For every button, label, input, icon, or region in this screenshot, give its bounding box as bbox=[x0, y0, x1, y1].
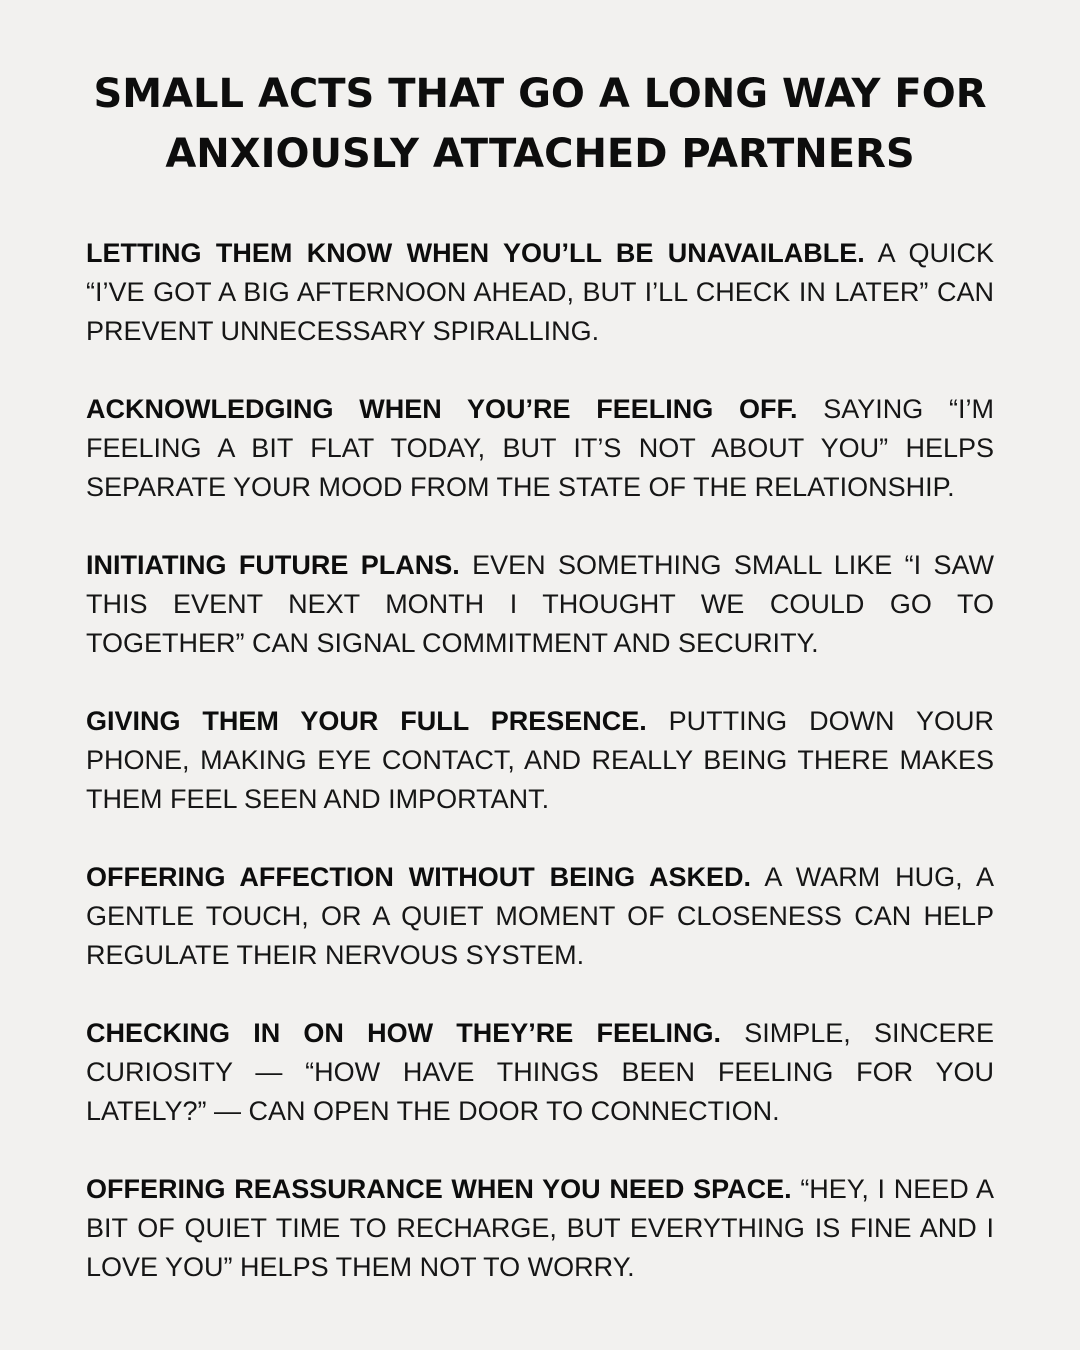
list-item bbox=[86, 546, 994, 663]
list-item bbox=[86, 234, 994, 351]
item-lead: OFFERING AFFECTION WITHOUT BEING ASKED. bbox=[86, 862, 751, 892]
item-lead: LETTING THEM KNOW WHEN YOU’LL BE UNAVAILABLE. bbox=[86, 238, 865, 268]
item-body: “HEY, I NEED A BIT OF QUIET TIME TO RECHARGE, BUT EVERYTHING IS FINE AND I LOVE YOU” HELPS THEM NOT TO WORRY. bbox=[86, 1174, 994, 1282]
item-body: A WARM HUG, A GENTLE TOUCH, OR A QUIET MOMENT OF CLOSENESS CAN HELP REGULATE THEIR NERVOUS SYSTEM. bbox=[86, 862, 994, 970]
item-body: EVEN SOMETHING SMALL LIKE “I SAW THIS EVENT NEXT MONTH I THOUGHT WE COULD GO TO TOGETHER” CAN SIGNAL COMMITMENT AND SECURITY. bbox=[86, 550, 994, 658]
item-lead: GIVING THEM YOUR FULL PRESENCE. bbox=[86, 706, 647, 736]
list-item bbox=[86, 1170, 994, 1287]
acts-list bbox=[86, 234, 994, 1287]
list-item bbox=[86, 858, 994, 975]
list-item bbox=[86, 1014, 994, 1131]
item-body: SIMPLE, SINCERE CURIOSITY — “HOW HAVE THINGS BEEN FEELING FOR YOU LATELY?” — CAN OPEN THE DOOR TO CONNECTION. bbox=[86, 1018, 994, 1126]
item-body: SAYING “I’M FEELING A BIT FLAT TODAY, BUT IT’S NOT ABOUT YOU” HELPS SEPARATE YOUR MOOD FROM THE STATE OF THE RELATIONSHIP. bbox=[86, 394, 994, 502]
item-body: A QUICK “I’VE GOT A BIG AFTERNOON AHEAD, BUT I’LL CHECK IN LATER” CAN PREVENT UNNECESSARY SPIRALLING. bbox=[86, 238, 995, 346]
item-lead: ACKNOWLEDGING WHEN YOU’RE FEELING OFF. bbox=[86, 394, 798, 424]
item-lead: INITIATING FUTURE PLANS. bbox=[86, 550, 460, 580]
list-item bbox=[86, 390, 994, 507]
title-line-2: ANXIOUSLY ATTACHED PARTNERS bbox=[165, 131, 915, 177]
item-lead: OFFERING REASSURANCE WHEN YOU NEED SPACE. bbox=[86, 1174, 792, 1204]
page-title bbox=[60, 64, 1020, 184]
list-item bbox=[86, 702, 994, 819]
title-line-1: SMALL ACTS THAT GO A LONG WAY FOR bbox=[93, 71, 987, 117]
item-lead: CHECKING IN ON HOW THEY’RE FEELING. bbox=[86, 1018, 722, 1048]
item-body: PUTTING DOWN YOUR PHONE, MAKING EYE CONTACT, AND REALLY BEING THERE MAKES THEM FEEL SEEN AND IMPORTANT. bbox=[86, 706, 994, 814]
